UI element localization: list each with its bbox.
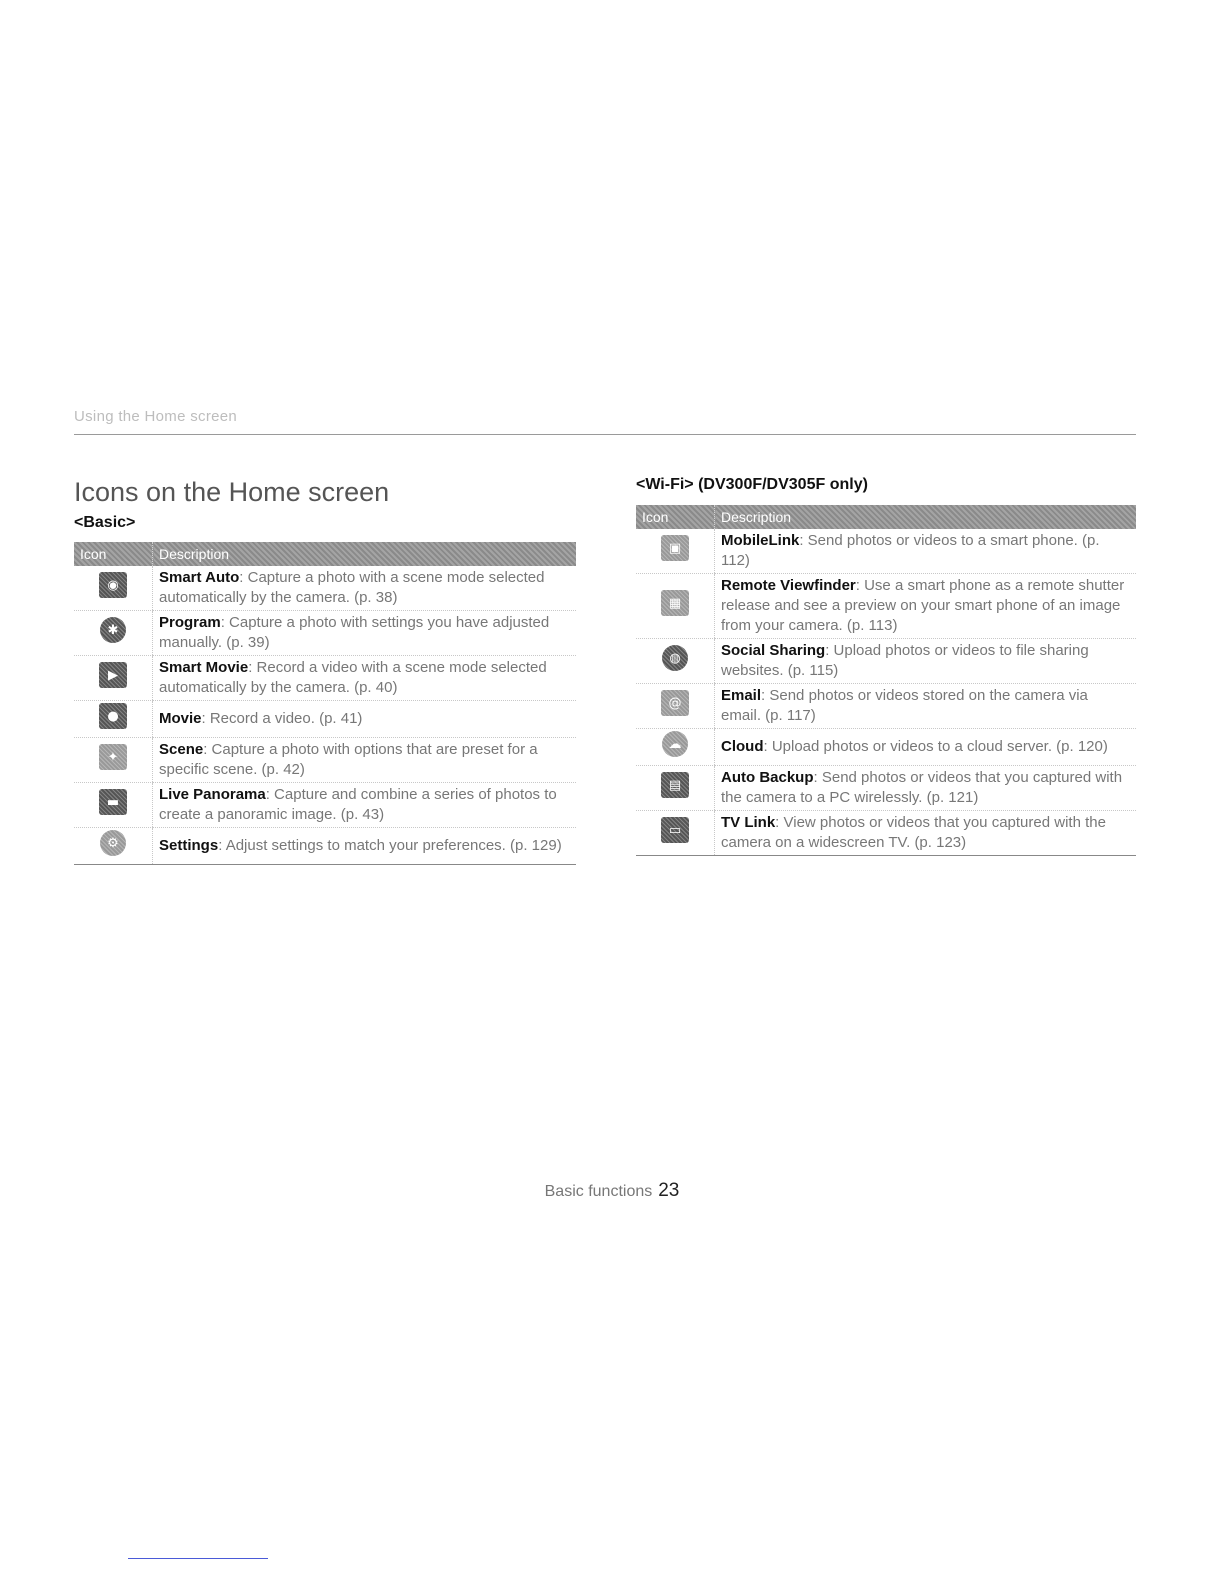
row-desc: : Upload photos or videos to file sharing websites. (p. 115) <box>721 642 1089 679</box>
section-title: Icons on the Home screen <box>74 477 390 507</box>
row-term: Auto Backup <box>721 769 814 786</box>
header-description: Description <box>715 505 1137 529</box>
row-term: Email <box>721 687 762 704</box>
program-icon: ✱ <box>100 617 126 643</box>
remote-viewfinder-icon: ▦ <box>661 590 689 616</box>
row-term: Program <box>159 614 221 631</box>
running-head: Using the Home screen <box>74 408 1136 435</box>
row-term: Cloud <box>721 738 764 755</box>
row-desc: : View photos or videos that you captured with the camera on a widescreen TV. (p. 123) <box>721 814 1106 851</box>
row-term: MobileLink <box>721 532 800 549</box>
row-term: Smart Auto <box>159 569 240 586</box>
basic-icons-table <box>74 542 576 865</box>
table-row <box>74 738 576 783</box>
page-footer <box>0 1180 1224 1202</box>
row-desc: : Adjust settings to match your preferences. (p. 129) <box>218 837 562 854</box>
auto-backup-icon: ▤ <box>661 772 689 798</box>
row-term: Social Sharing <box>721 642 826 659</box>
page-number: 23 <box>658 1180 680 1201</box>
social-sharing-icon: ◍ <box>662 645 688 671</box>
table-row <box>636 529 1136 574</box>
mobilelink-icon: ▣ <box>661 535 689 561</box>
table-row <box>74 566 576 611</box>
table-row <box>74 611 576 656</box>
row-term: Smart Movie <box>159 659 249 676</box>
table-header-row <box>636 505 1136 529</box>
basic-subhead: <Basic> <box>74 514 136 531</box>
row-term: Live Panorama <box>159 786 266 803</box>
wifi-subhead: <Wi-Fi> (DV300F/DV305F only) <box>636 476 868 493</box>
settings-icon: ⚙ <box>100 830 126 856</box>
row-desc: : Send photos or videos that you captured with the camera to a PC wirelessly. (p. 121) <box>721 769 1123 806</box>
row-desc: : Send photos or videos to a smart phone. (p. 112) <box>721 532 1100 569</box>
table-header-row <box>74 542 576 566</box>
table-row <box>74 656 576 701</box>
cloud-icon: ☁ <box>662 731 688 757</box>
row-desc: : Record a video with a scene mode selected automatically by the camera. (p. 40) <box>159 659 547 696</box>
header-description: Description <box>153 542 577 566</box>
table-row <box>636 574 1136 639</box>
footnote-rule <box>128 1558 268 1559</box>
table-row <box>636 639 1136 684</box>
row-term: Movie <box>159 710 202 727</box>
row-desc: : Send photos or videos stored on the camera via email. (p. 117) <box>721 687 1088 724</box>
tv-link-icon: ▭ <box>661 817 689 843</box>
movie-icon: ● <box>99 703 127 729</box>
row-desc: : Upload photos or videos to a cloud server. (p. 120) <box>763 738 1108 755</box>
row-desc: : Capture and combine a series of photos to create a panoramic image. (p. 43) <box>159 786 557 823</box>
basic-section <box>74 476 576 865</box>
row-desc: : Capture a photo with a scene mode selected automatically by the camera. (p. 38) <box>159 569 545 606</box>
row-term: Settings <box>159 837 219 854</box>
row-term: TV Link <box>721 814 776 831</box>
smart-movie-icon: ▶ <box>99 662 127 688</box>
row-desc: : Capture a photo with settings you have adjusted manually. (p. 39) <box>159 614 550 651</box>
header-icon: Icon <box>636 505 715 529</box>
row-term: Scene <box>159 741 204 758</box>
table-row <box>74 783 576 828</box>
email-icon: @ <box>661 690 689 716</box>
wifi-section <box>636 476 1136 856</box>
table-row <box>74 701 576 738</box>
header-icon: Icon <box>74 542 153 566</box>
table-row <box>636 729 1136 766</box>
scene-icon: ✦ <box>99 744 127 770</box>
table-row <box>636 684 1136 729</box>
smart-auto-icon: ◉ <box>99 572 127 598</box>
table-row <box>636 766 1136 811</box>
live-panorama-icon: ▬ <box>99 789 127 815</box>
row-desc: : Use a smart phone as a remote shutter release and see a preview on your smart phone of an image from your camera. (p. 113) <box>721 577 1125 634</box>
row-desc: : Record a video. (p. 41) <box>201 710 363 727</box>
table-row <box>74 828 576 865</box>
footer-label: Basic functions <box>544 1183 653 1200</box>
wifi-icons-table <box>636 505 1136 856</box>
row-desc: : Capture a photo with options that are preset for a specific scene. (p. 42) <box>159 741 538 778</box>
row-term: Remote Viewfinder <box>721 577 856 594</box>
table-row <box>636 811 1136 856</box>
